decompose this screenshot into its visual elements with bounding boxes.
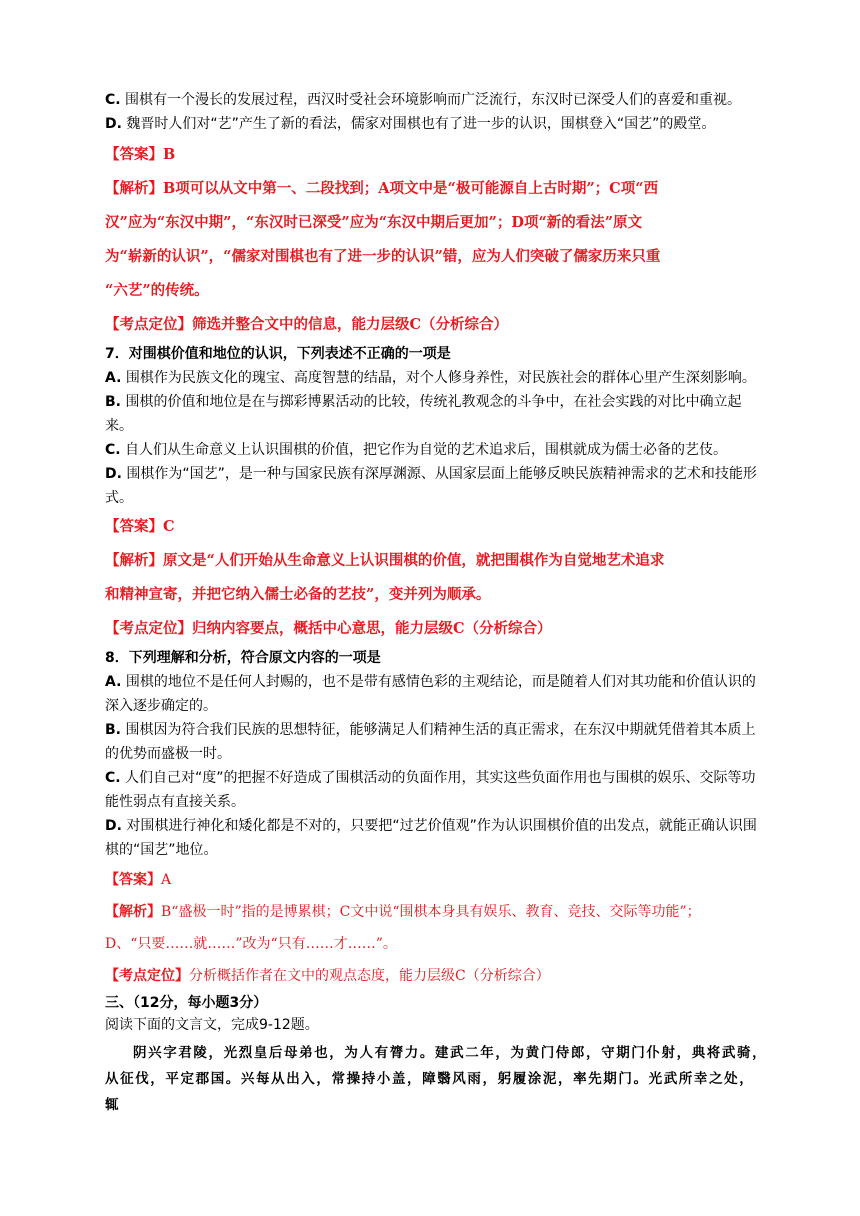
- answer-block: 【答案】B: [105, 146, 176, 163]
- option-c: C. 围棋有一个漫长的发展过程，西汉时受社会环境影响而广泛流行，东汉时已深受人们的喜爱和重视。: [105, 92, 742, 108]
- section-three: [105, 992, 768, 1118]
- option-c: C. 自人们从生命意义上认识围棋的价值，把它作为自觉的艺术追求后，围棋就成为儒士必备的艺伎。: [105, 442, 728, 458]
- option-d: D. 围棋作为“国艺”，是一种与国家民族有深厚渊源、从国家层面上能够反映民族精神需求的艺术和技能形式。: [105, 466, 757, 506]
- point-block: 【考点定位】归纳内容要点，概括中心意思，能力层级C（分析综合）: [105, 620, 552, 637]
- section-instruction: 阅读下面的文言文，完成9-12题。: [105, 1017, 319, 1033]
- option-c: C. 人们自己对“度”的把握不好造成了围棋活动的负面作用，其实这些负面作用也与围棋的娱乐、交际等功能性弱点有直接关系。: [105, 770, 756, 810]
- question-stem: 7．对围棋价值和地位的认识，下列表述不正确的一项是: [105, 346, 451, 362]
- option-d: D. 魏晋时人们对“艺”产生了新的看法，儒家对围棋也有了进一步的认识，围棋登入“国艺”的殿堂。: [105, 116, 716, 132]
- answer-block: 【答案】C: [105, 518, 175, 535]
- question-7: [105, 342, 768, 646]
- question-8: [105, 646, 768, 992]
- point-block: 【考点定位】分析概括作者在文中的观点态度，能力层级C（分析综合）: [105, 968, 550, 984]
- answer-block: 【答案】A: [105, 872, 172, 888]
- point-block: 【考点定位】筛选并整合文中的信息，能力层级C（分析综合）: [105, 316, 509, 333]
- option-d: D. 对围棋进行神化和矮化都是不对的，只要把“过艺价值观”作为认识围棋价值的出发点，就能正确认识围棋的“国艺”地位。: [105, 818, 757, 858]
- option-a: A. 围棋的地位不是任何人封赐的，也不是带有感情色彩的主观结论，而是随着人们对其功能和价值认识的深入逐步确定的。: [105, 674, 756, 714]
- question-6-remainder: [105, 88, 768, 342]
- section-heading: 三、（12分，每小题3分）: [105, 995, 268, 1011]
- analysis-block: 【解析】原文是“人们开始从生命意义上认识围棋的价值，就把围棋作为自觉地艺术追求 和精神宣寄，并把它纳入儒士必备的艺技”，变并列为顺承。: [105, 552, 665, 603]
- analysis-block: 【解析】B项可以从文中第一、二段找到；A项文中是“极可能源自上古时期”；C项“西 汉”应为“东汉中期”，“东汉时已深受”应为“东汉中期后更加”；D项“新的看法”原文 为“崭新的认识”，“儒家对围棋也有了进一步的认识”错，应为人们突破了儒家历来只重 “六艺”的传统。: [105, 180, 661, 299]
- analysis-block: 【解析】B“盛极一时”指的是博累棋；C文中说“围棋本身具有娱乐、教育、竞技、交际等功能”； D、“只要……就……”改为“只有……才……”。: [105, 904, 701, 952]
- option-a: A. 围棋作为民族文化的瑰宝、高度智慧的结晶，对个人修身养性，对民族社会的群体心里产生深刻影响。: [105, 370, 756, 386]
- option-b: B. 围棋因为符合我们民族的思想特征，能够满足人们精神生活的真正需求，在东汉中期就凭借着其本质上的优势而盛极一时。: [105, 722, 756, 762]
- option-b: B. 围棋的价值和地位是在与掷彩博累活动的比较，传统礼教观念的斗争中，在社会实践的对比中确立起来。: [105, 394, 742, 434]
- question-stem: 8．下列理解和分析，符合原文内容的一项是: [105, 650, 381, 666]
- classical-passage: 阴兴字君陵，光烈皇后母弟也，为人有膂力。建武二年，为黄门侍郎，守期门仆射，典将武骑，从征伐，平定郡国。兴每从出入，常操持小盖，障翳风雨，躬履涂泥，率先期门。光武所幸之处，辄: [105, 1045, 768, 1113]
